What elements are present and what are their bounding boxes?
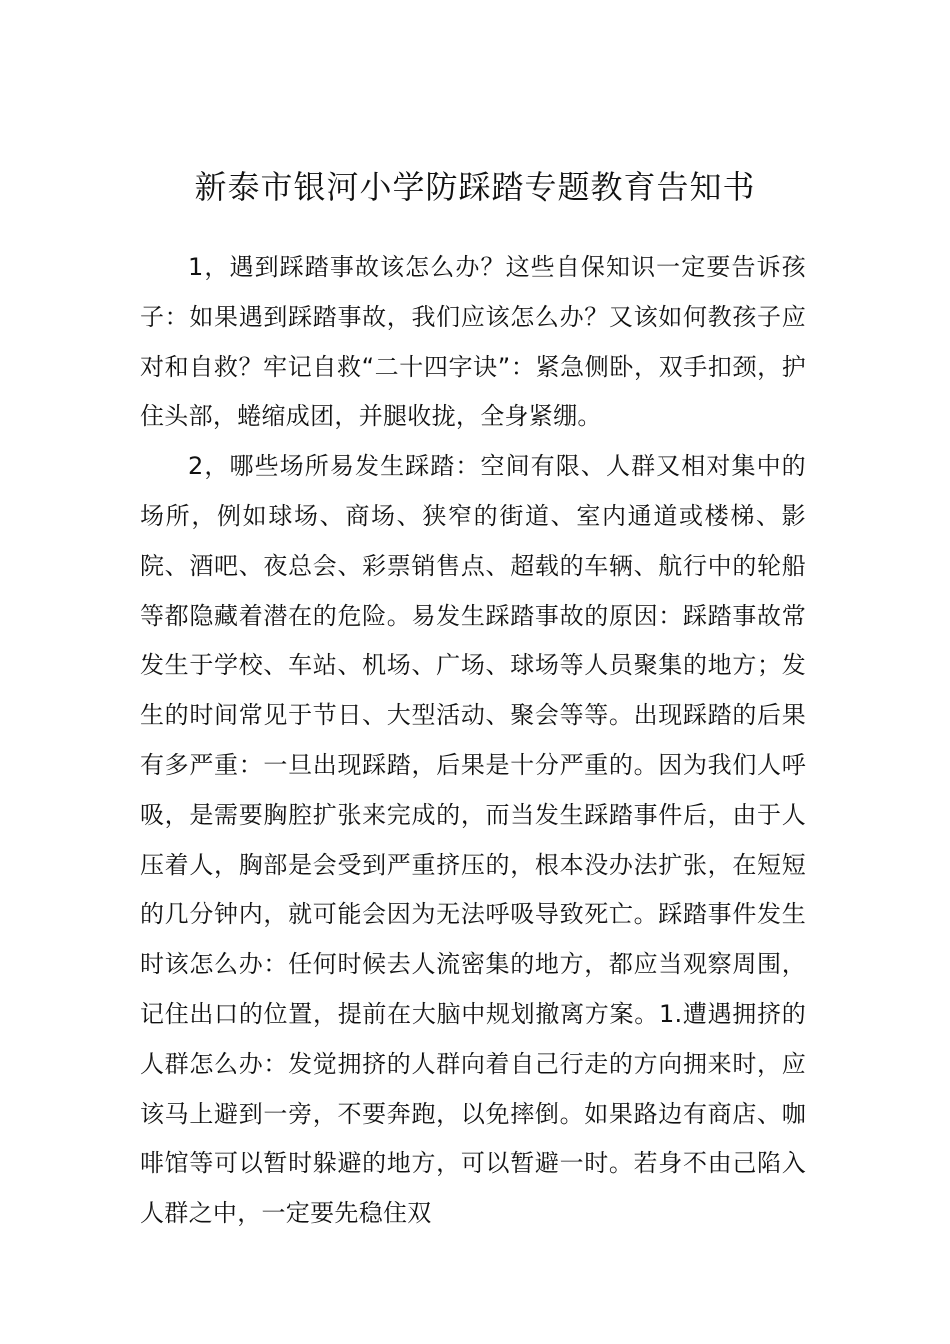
paragraph-1: 1，遇到踩踏事故该怎么办？这些自保知识一定要告诉孩子：如果遇到踩踏事故，我们应该怎么办？又该如何教孩子应对和自救？牢记自救“二十四字诀”：紧急侧卧，双手扣颈，护住头部，蜷缩成团，并腿收拢，全身紧绷。 bbox=[140, 253, 806, 431]
document-body bbox=[140, 243, 806, 1239]
document-title: 新泰市银河小学防踩踏专题教育告知书 bbox=[194, 168, 756, 206]
paragraph-2: 2，哪些场所易发生踩踏：空间有限、人群又相对集中的场所，例如球场、商场、狭窄的街道、室内通道或楼梯、影院、酒吧、夜总会、彩票销售点、超载的车辆、航行中的轮船等都隐藏着潜在的危险。易发生踩踏事故的原因：踩踏事故常发生于学校、车站、机场、广场、球场等人员聚集的地方；发生的时间常见于节日、大型活动、聚会等等。出现踩踏的后果有多严重：一旦出现踩踏，后果是十分严重的。因为我们人呼吸，是需要胸腔扩张来完成的，而当发生踩踏事件后，由于人压着人，胸部是会受到严重挤压的，根本没办法扩张，在短短的几分钟内，就可能会因为无法呼吸导致死亡。踩踏事件发生时该怎么办：任何时候去人流密集的地方，都应当观察周围，记住出口的位置，提前在大脑中规划撤离方案。1.遭遇拥挤的人群怎么办：发觉拥挤的人群向着自己行走的方向拥来时，应该马上避到一旁，不要奔跑，以免摔倒。如果路边有商店、咖啡馆等可以暂时躲避的地方，可以暂避一时。若身不由己陷入人群之中，一定要先稳住双 bbox=[140, 452, 806, 1228]
